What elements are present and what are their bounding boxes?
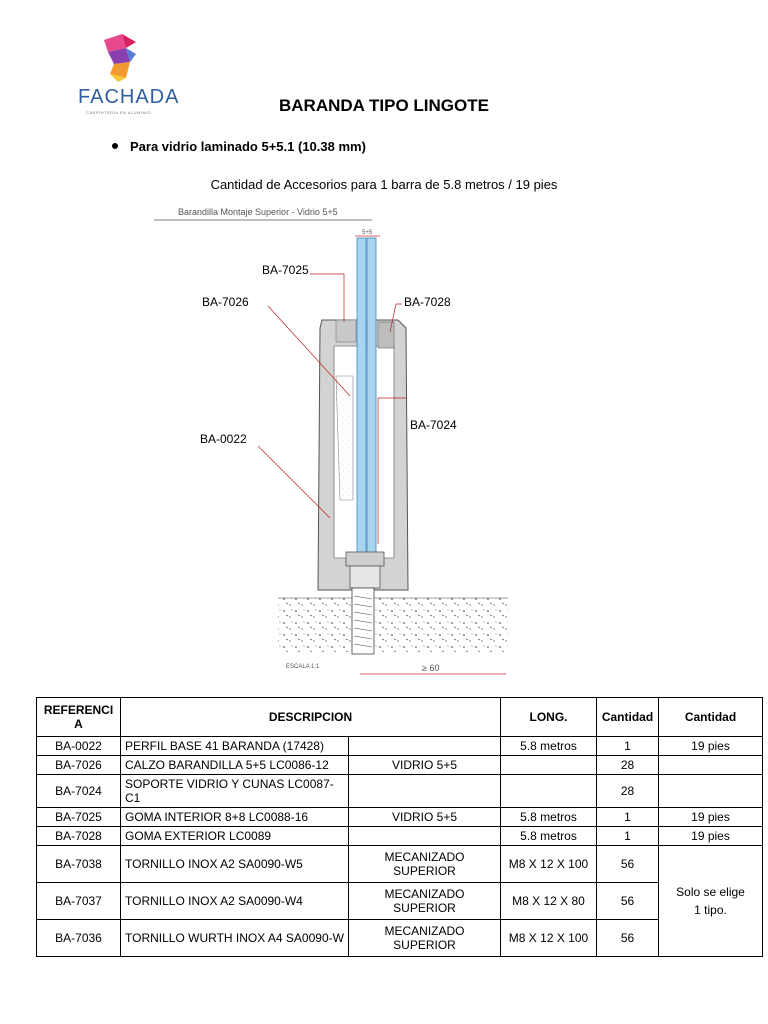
cell-qty2: 19 pies [659,737,763,756]
header-long: LONG. [501,698,597,737]
cell-qty: 56 [597,920,659,957]
cell-ref: BA-7024 [37,775,121,808]
table-row [37,827,763,846]
glass-pane-left [357,238,366,554]
cell-note: VIDRIO 5+5 [349,756,501,775]
glass-pane-right [367,238,376,554]
cell-desc: TORNILLO INOX A2 SA0090-W4 [121,883,349,920]
railing-section-drawing [150,200,520,680]
cell-note: MECANIZADO SUPERIOR [349,846,501,883]
cell-long [501,756,597,775]
table-row [37,920,763,957]
cell-qty: 56 [597,846,659,883]
bullet-dot-icon [112,143,118,149]
cell-qty: 1 [597,737,659,756]
bolt-head [350,566,380,588]
cell-long: M8 X 12 X 100 [501,920,597,957]
accessories-table [36,697,763,957]
cell-ref: BA-7025 [37,808,121,827]
cell-ref: BA-0022 [37,737,121,756]
cell-desc: SOPORTE VIDRIO Y CUNAS LC0087-C1 [121,775,349,808]
cell-note [349,737,501,756]
label-ba0022: BA-0022 [200,432,247,446]
cell-desc: TORNILLO INOX A2 SA0090-W5 [121,846,349,883]
cell-ref: BA-7028 [37,827,121,846]
cell-note: VIDRIO 5+5 [349,808,501,827]
cell-long: 5.8 metros [501,827,597,846]
cell-ref: BA-7026 [37,756,121,775]
cell-ref: BA-7036 [37,920,121,957]
cell-long: M8 X 12 X 100 [501,846,597,883]
concrete-floor [278,598,508,652]
label-ba7026: BA-7026 [202,295,249,309]
cell-long: M8 X 12 X 80 [501,883,597,920]
cell-desc: GOMA EXTERIOR LC0089 [121,827,349,846]
table-row [37,883,763,920]
cell-note: MECANIZADO SUPERIOR [349,883,501,920]
glass-dimension-label: 5+5 [362,230,373,236]
logo-tagline: CARPINTERIA EN ALUMINIO [86,110,152,115]
bullet-text: Para vidrio laminado 5+5.1 (10.38 mm) [130,139,366,154]
base-dimension-label: ≥ 60 [422,663,440,673]
table-header-row [37,698,763,737]
table-row [37,756,763,775]
header-cant1: Cantidad [597,698,659,737]
cell-qty: 28 [597,775,659,808]
drawing-header: Barandilla Montaje Superior - Vidrio 5+5 [178,207,338,217]
figure-caption: Cantidad de Accesorios para 1 barra de 5.8 metros / 19 pies [210,177,558,192]
bullet-item [112,139,366,154]
cell-merged-note: Solo se elige 1 tipo. [659,846,763,957]
label-ba7025: BA-7025 [262,263,309,277]
label-ba7028: BA-7028 [404,295,451,309]
cell-qty: 56 [597,883,659,920]
header-cant2: Cantidad [659,698,763,737]
cell-qty2: 19 pies [659,827,763,846]
cell-qty: 1 [597,827,659,846]
scale-label: ESCALA 1:1 [286,664,320,670]
table-row [37,808,763,827]
table-row [37,737,763,756]
table-row [37,846,763,883]
cell-long [501,775,597,808]
glass-support-ba7024 [346,552,384,566]
cell-ref: BA-7038 [37,846,121,883]
cell-note [349,775,501,808]
logo-mark-icon [100,34,140,84]
table-row [37,775,763,808]
cell-desc: CALZO BARANDILLA 5+5 LC0086-12 [121,756,349,775]
cell-qty2 [659,756,763,775]
cell-ref: BA-7037 [37,883,121,920]
cell-long: 5.8 metros [501,737,597,756]
cell-qty: 28 [597,756,659,775]
cell-qty: 1 [597,808,659,827]
label-ba7024: BA-7024 [410,418,457,432]
cell-long: 5.8 metros [501,808,597,827]
cell-qty2 [659,775,763,808]
cell-desc: GOMA INTERIOR 8+8 LC0088-16 [121,808,349,827]
page-title: BARANDA TIPO LINGOTE [279,96,489,115]
cell-note [349,827,501,846]
cell-desc: TORNILLO WURTH INOX A4 SA0090-W [121,920,349,957]
logo-brand-text: FACHADA [78,86,180,108]
cell-qty2: 19 pies [659,808,763,827]
cell-note: MECANIZADO SUPERIOR [349,920,501,957]
header-ref: REFERENCIA [37,698,121,737]
header-desc: DESCRIPCION [121,698,501,737]
inner-gasket-ba7025 [336,320,356,342]
cell-desc: PERFIL BASE 41 BARANDA (17428) [121,737,349,756]
leader-ba7025 [310,274,344,322]
